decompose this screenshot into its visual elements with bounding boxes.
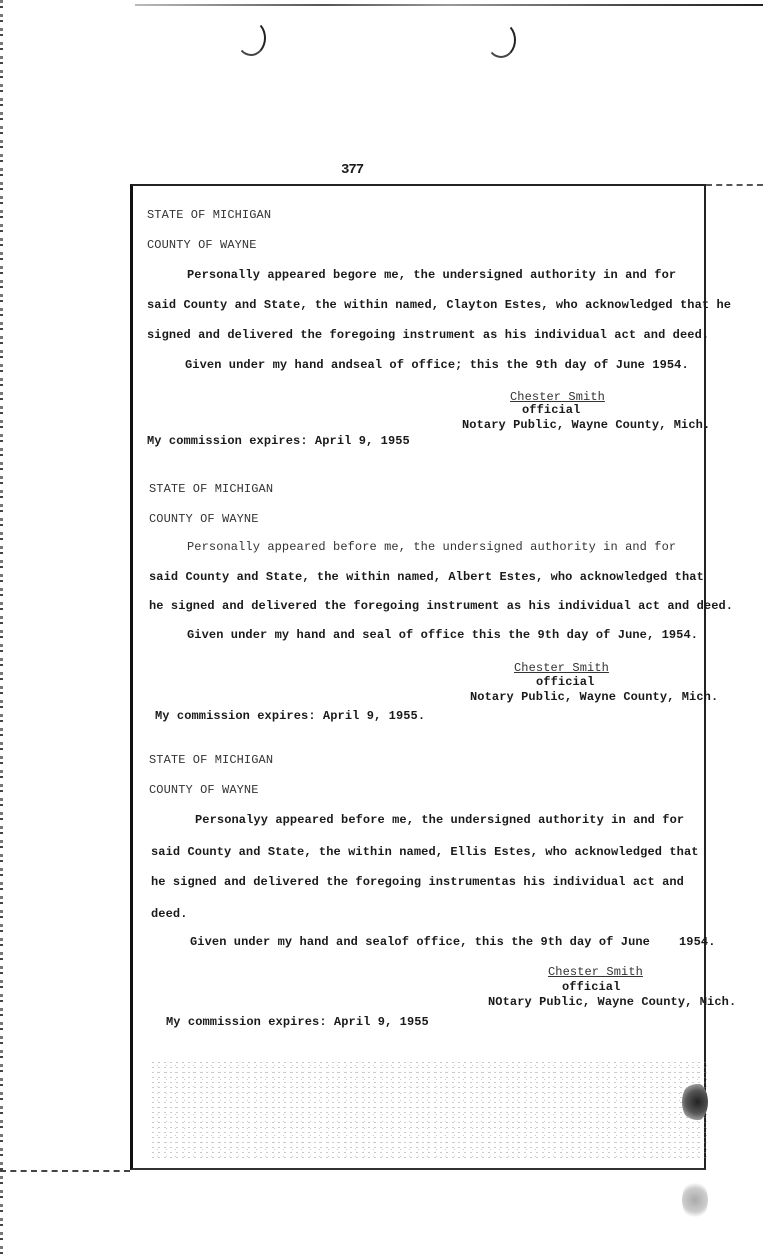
- state-heading: STATE OF MICHIGAN: [149, 753, 274, 767]
- given-line: Given under my hand and sealof office, this the 9th day of June: [190, 935, 650, 949]
- notary-seal-mark: [682, 1082, 708, 1122]
- commission-expiry: My commission expires: April 9, 1955: [147, 434, 410, 448]
- notary-title: official: [562, 980, 621, 994]
- notary-title: official: [536, 675, 595, 689]
- body-line: signed and delivered the foregoing instrument as his individual act and deed.: [147, 328, 710, 342]
- page-number: 377: [341, 162, 364, 178]
- body-line: he signed and delivered the foregoing instrumentas his individual act and: [151, 875, 684, 889]
- frame-extension-bottom: [0, 1170, 130, 1172]
- scan-edge-left: [0, 0, 3, 1260]
- body-line: deed.: [151, 907, 188, 921]
- body-line: Personally appeared before me, the undersigned authority in and for: [187, 540, 677, 554]
- frame-extension-top: [706, 184, 763, 186]
- punch-hole-mark-right: [486, 22, 516, 58]
- notary-title: official: [522, 403, 581, 417]
- body-line: said County and State, the within named, Ellis Estes, who acknowledged that: [151, 845, 699, 859]
- notary-signature: Chester Smith: [548, 965, 643, 979]
- notary-position: Notary Public, Wayne County, Mich.: [462, 418, 711, 432]
- county-heading: COUNTY OF WAYNE: [149, 783, 259, 797]
- state-heading: STATE OF MICHIGAN: [149, 482, 274, 496]
- body-line: Personalyy appeared before me, the undersigned authority in and for: [195, 813, 685, 827]
- commission-expiry: My commission expires: April 9, 1955.: [155, 709, 426, 723]
- notary-signature: Chester Smith: [510, 390, 605, 404]
- given-year: 1954.: [679, 935, 716, 949]
- body-line: said County and State, the within named, Clayton Estes, who acknowledged that he: [147, 298, 732, 312]
- body-line: Personally appeared begore me, the undersigned authority in and for: [187, 268, 677, 282]
- scan-edge-top: [135, 4, 763, 6]
- commission-expiry: My commission expires: April 9, 1955: [166, 1015, 429, 1029]
- notary-position: NOtary Public, Wayne County, Mich.: [488, 995, 737, 1009]
- state-heading: STATE OF MICHIGAN: [147, 208, 272, 222]
- notary-signature: Chester Smith: [514, 661, 609, 675]
- faded-seal-mark: [682, 1180, 708, 1220]
- county-heading: COUNTY OF WAYNE: [149, 512, 259, 526]
- notary-position: Notary Public, Wayne County, Mich.: [470, 690, 719, 704]
- punch-hole-mark-left: [236, 20, 266, 56]
- body-line: said County and State, the within named, Albert Estes, who acknowledged that: [149, 570, 704, 584]
- given-line: Given under my hand andseal of office; this the 9th day of June 1954.: [185, 358, 689, 372]
- given-line: Given under my hand and seal of office this the 9th day of June, 1954.: [187, 628, 699, 642]
- body-line: he signed and delivered the foregoing instrument as his individual act and deed.: [149, 599, 734, 613]
- scan-noise: [150, 1060, 710, 1160]
- county-heading: COUNTY OF WAYNE: [147, 238, 257, 252]
